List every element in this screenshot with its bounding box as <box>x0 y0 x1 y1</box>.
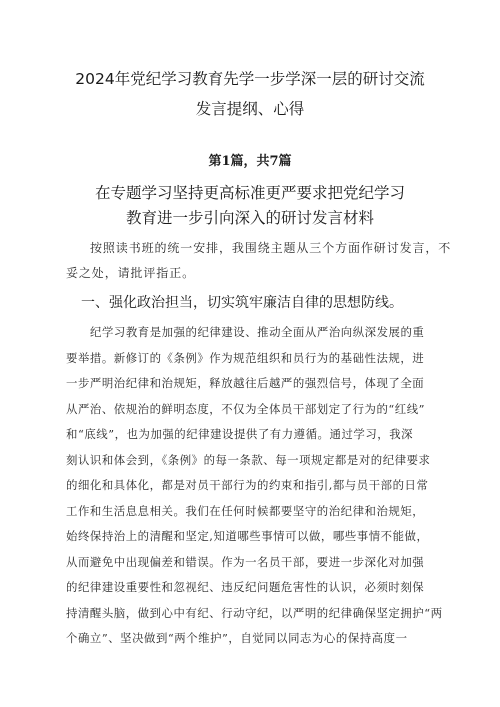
body-line: 工作和生活息息相关。我们在任何时候都要坚守的治纪律和治规矩， <box>66 503 425 518</box>
body-line: 要举措。新修订的《条例》作为规范组织和员行为的基础性法规，进 <box>66 350 425 365</box>
intro-line: 按照读书班的统一安排，我围绕主题从三个方面作研讨发言，不 <box>90 241 452 255</box>
body-line: 的纪律建设重要性和忽视纪、违反纪问题危害性的认识，必须时刻保 <box>66 580 425 594</box>
body-line: 刻认识和体会到，《条例》的每一条款、每一项规定都是对的纪律要求 <box>66 452 431 467</box>
section-heading: 一、强化政治担当，切实筑牢廉洁自律的思想防线。 <box>81 295 403 311</box>
document-title-line: 发言提纲、心得 <box>195 100 305 118</box>
body-line: 从而避免中出现偏差和错误。作为一名员干部，要进一步深化对加强 <box>66 554 425 569</box>
body-line: 个确立”、坚决做到“两个维护”，自觉同以同志为心的保持高度一 <box>66 631 408 645</box>
body-paragraph <box>66 320 443 652</box>
article-title-line: 教育进一步引向深入的研讨发言材料 <box>125 209 374 227</box>
intro-paragraph <box>66 236 452 286</box>
body-line: 一步严明治纪律和治规矩，释放越往后越严的强烈信号，体现了全面 <box>66 376 425 390</box>
article-title <box>0 181 500 231</box>
body-line: 持清醒头脑，做到心中有纪、行动守纪，以严明的纪律确保坚定拥护“两 <box>66 605 443 620</box>
body-line: 纪学习教育是加强的纪律建设、推动全面从严治向纵深发展的重 <box>90 325 425 339</box>
body-line: 和“底线”，也为加强的纪律建设提供了有力遵循。通过学习，我深 <box>66 427 414 441</box>
intro-line: 妥之处，请批评指正。 <box>66 266 196 280</box>
body-line: 始终保持治上的清醒和坚定,知道哪些事情可以做，哪些事情不能做， <box>66 529 429 543</box>
article-title-line: 在专题学习坚持更高标准更严要求把党纪学习 <box>94 184 405 202</box>
body-line: 从严治、依规治的鲜明态度，不仅为全体员干部划定了行为的“红线” <box>66 401 426 416</box>
document-title <box>0 64 500 124</box>
part-label: 第1篇，共7篇 <box>208 154 292 169</box>
document-title-line: 2024年党纪学习教育先学一步学深一层的研讨交流 <box>75 70 425 88</box>
body-line: 的细化和具体化，都是对员干部行为的约束和指引,都与员干部的日常 <box>66 478 429 492</box>
